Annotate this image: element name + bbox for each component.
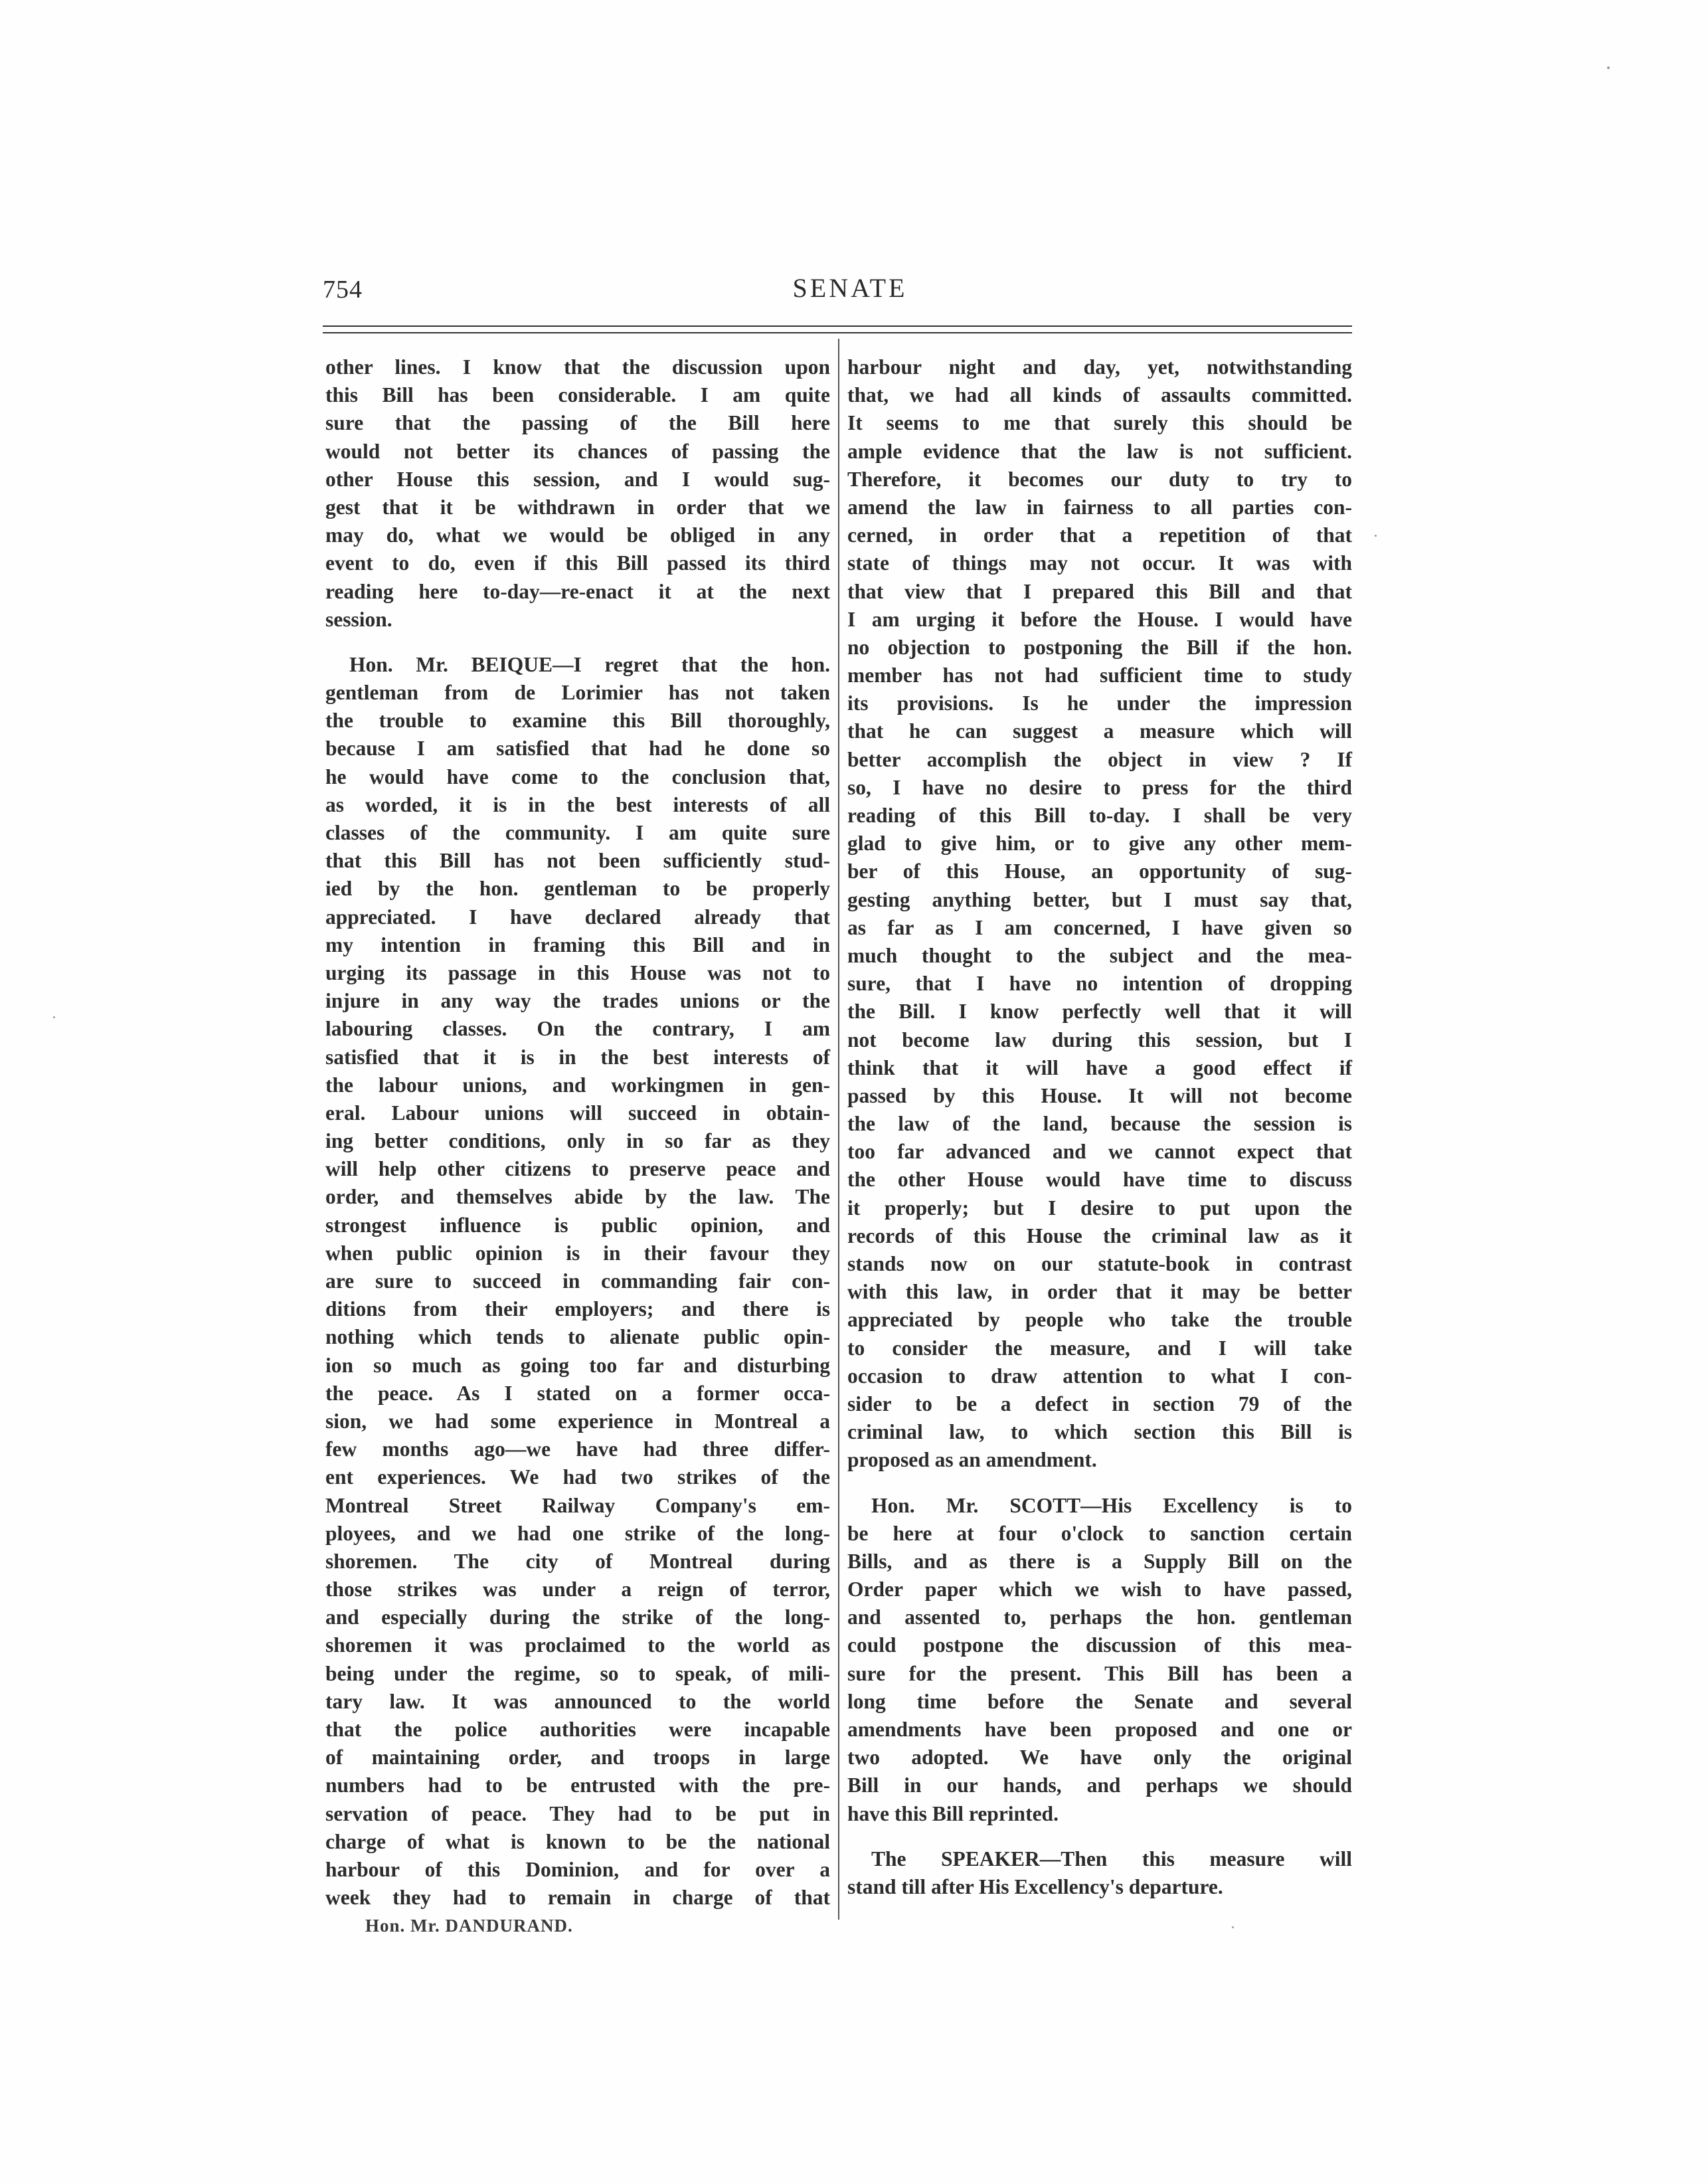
text-line: Montreal Street Railway Company's em- (325, 1493, 830, 1517)
text-line: sion, we had some experience in Montreal a (325, 1409, 830, 1433)
text-line: are sure to succeed in commanding fair con- (325, 1269, 830, 1293)
text-line: not become law during this session, but I (847, 1028, 1352, 1051)
text-line: Bills, and as there is a Supply Bill on the (847, 1549, 1352, 1573)
text-line: it properly; but I desire to put upon the (847, 1196, 1352, 1220)
page-speck (1375, 535, 1377, 537)
text-line: and assented to, perhaps the hon. gentleman (847, 1605, 1352, 1629)
text-line: ent experiences. We had two strikes of the (325, 1465, 830, 1489)
text-line: criminal law, to which section this Bill is (847, 1420, 1352, 1444)
left-column (325, 353, 830, 1912)
text-line: sure, that I have no intention of dropping (847, 972, 1352, 996)
text-line: harbour night and day, yet, notwithstanding (847, 355, 1352, 379)
paragraph-gap (847, 1475, 1352, 1492)
page-number: 754 (323, 276, 363, 304)
text-line: appreciated by people who take the trouble (847, 1308, 1352, 1332)
text-line: glad to give him, or to give any other mem- (847, 832, 1352, 856)
text-line: because I am satisfied that had he done so (325, 737, 830, 761)
text-line: so, I have no desire to press for the third (847, 775, 1352, 799)
text-line: records of this House the criminal law as it (847, 1224, 1352, 1247)
text-line: have this Bill reprinted. (847, 1801, 1059, 1825)
text-line: Bill in our hands, and perhaps we should (847, 1774, 1352, 1797)
text-line: Order paper which we wish to have passed, (847, 1578, 1352, 1601)
header-rule-top (323, 325, 1352, 327)
text-line: that he can suggest a measure which will (847, 719, 1352, 743)
text-line: those strikes was under a reign of terror, (325, 1578, 830, 1601)
page-title: SENATE (792, 273, 908, 303)
text-line: other lines. I know that the discussion upon (325, 355, 830, 379)
text-line: ion so much as going too far and disturbing (325, 1353, 830, 1377)
text-line: think that it will have a good effect if (847, 1055, 1352, 1079)
text-line: passed by this House. It will not become (847, 1083, 1352, 1107)
text-line: session. (325, 607, 392, 631)
text-line: ber of this House, an opportunity of sug- (847, 860, 1352, 883)
text-line: order, and themselves abide by the law. The (325, 1185, 830, 1209)
text-line: nothing which tends to alienate public opin- (325, 1325, 830, 1349)
text-line: Hon. Mr. SCOTT—His Excellency is to (871, 1493, 1352, 1517)
text-line: gesting anything better, but I must say that, (847, 887, 1352, 911)
text-line: sure for the present. This Bill has been a (847, 1661, 1352, 1685)
text-line: that, we had all kinds of assaults committed. (847, 383, 1352, 407)
text-line: occasion to draw attention to what I con- (847, 1364, 1352, 1388)
text-line: and especially during the strike of the long- (325, 1605, 830, 1629)
paragraph-gap (847, 1828, 1352, 1845)
text-line: ditions from their employers; and there is (325, 1297, 830, 1321)
column-divider (838, 339, 839, 1920)
text-line: gest that it be withdrawn in order that we (325, 495, 830, 519)
right-column (847, 353, 1352, 1901)
text-line: shoremen it was proclaimed to the world as (325, 1633, 830, 1657)
text-line: ing better conditions, only in so far as they (325, 1129, 830, 1153)
text-line: other House this session, and I would sug- (325, 467, 830, 491)
running-footer-speaker: Hon. Mr. DANDURAND. (365, 1916, 573, 1936)
text-line: that the police authorities were incapable (325, 1718, 830, 1741)
text-line: satisfied that it is in the best interests of (325, 1045, 830, 1069)
text-line: ample evidence that the law is not sufficient. (847, 439, 1352, 463)
paragraph-gap (325, 634, 830, 651)
text-line: he would have come to the conclusion that, (325, 765, 830, 788)
text-line: numbers had to be entrusted with the pre- (325, 1774, 830, 1797)
text-line: the trouble to examine this Bill thoroughly, (325, 709, 830, 733)
text-line: appreciated. I have declared already that (325, 905, 830, 929)
text-line: better accomplish the object in view ? If (847, 747, 1352, 771)
text-line: when public opinion is in their favour they (325, 1241, 830, 1265)
text-line: the peace. As I stated on a former occa- (325, 1381, 830, 1405)
text-line: too far advanced and we cannot expect that (847, 1140, 1352, 1164)
text-line: this Bill has been considerable. I am quite (325, 383, 830, 407)
text-line: week they had to remain in charge of that (325, 1886, 830, 1910)
text-line: sider to be a defect in section 79 of the (847, 1392, 1352, 1415)
text-line: the other House would have time to discuss (847, 1168, 1352, 1192)
text-line: Therefore, it becomes our duty to try to (847, 467, 1352, 491)
text-line: charge of what is known to be the national (325, 1829, 830, 1853)
text-line: of maintaining order, and troops in large (325, 1746, 830, 1770)
text-line: shoremen. The city of Montreal during (325, 1549, 830, 1573)
text-line: much thought to the subject and the mea- (847, 943, 1352, 967)
text-line: tary law. It was announced to the world (325, 1689, 830, 1713)
text-line: my intention in framing this Bill and in (325, 933, 830, 956)
text-line: few months ago—we have had three differ- (325, 1437, 830, 1461)
text-line: the labour unions, and workingmen in gen- (325, 1073, 830, 1097)
text-line: strongest influence is public opinion, and (325, 1213, 830, 1237)
text-line: could postpone the discussion of this mea- (847, 1633, 1352, 1657)
text-line: member has not had sufficient time to study (847, 664, 1352, 687)
text-line: proposed as an amendment. (847, 1448, 1097, 1472)
page-speck (1607, 66, 1610, 69)
text-line: Hon. Mr. BEIQUE—I regret that the hon. (349, 652, 830, 676)
text-line: stands now on our statute-book in contrast (847, 1252, 1352, 1275)
text-line: long time before the Senate and several (847, 1689, 1352, 1713)
text-line: that view that I prepared this Bill and that (847, 579, 1352, 603)
text-line: amendments have been proposed and one or (847, 1718, 1352, 1741)
text-line: will help other citizens to preserve peace and (325, 1157, 830, 1181)
text-line: ployees, and we had one strike of the long- (325, 1521, 830, 1545)
text-line: with this law, in order that it may be better (847, 1280, 1352, 1304)
text-line: ied by the hon. gentleman to be properly (325, 877, 830, 901)
text-line: urging its passage in this House was not to (325, 960, 830, 984)
text-line: I am urging it before the House. I would have (847, 607, 1352, 631)
text-line: sure that the passing of the Bill here (325, 411, 830, 435)
text-line: may do, what we would be obliged in any (325, 523, 830, 547)
text-line: to consider the measure, and I will take (847, 1336, 1352, 1360)
text-line: being under the regime, so to speak, of mili- (325, 1661, 830, 1685)
text-line: It seems to me that surely this should be (847, 411, 1352, 435)
text-line: eral. Labour unions will succeed in obtain- (325, 1101, 830, 1125)
text-line: no objection to postponing the Bill if the hon. (847, 635, 1352, 659)
text-line: event to do, even if this Bill passed its third (325, 551, 830, 575)
text-line: The SPEAKER—Then this measure will (871, 1847, 1352, 1870)
text-line: state of things may not occur. It was with (847, 551, 1352, 575)
text-line: gentleman from de Lorimier has not taken (325, 681, 830, 705)
text-line: as far as I am concerned, I have given so (847, 915, 1352, 939)
text-line: its provisions. Is he under the impression (847, 691, 1352, 715)
text-line: cerned, in order that a repetition of that (847, 523, 1352, 547)
text-line: two adopted. We have only the original (847, 1746, 1352, 1770)
text-line: as worded, it is in the best interests of all (325, 792, 830, 816)
text-line: servation of peace. They had to be put in (325, 1801, 830, 1825)
page-speck (53, 1016, 55, 1018)
text-line: harbour of this Dominion, and for over a (325, 1857, 830, 1881)
text-line: labouring classes. On the contrary, I am (325, 1017, 830, 1041)
page-speck (1232, 1926, 1234, 1928)
text-line: be here at four o'clock to sanction certain (847, 1521, 1352, 1545)
header-rule-bottom (323, 332, 1352, 333)
text-line: would not better its chances of passing the (325, 439, 830, 463)
text-line: stand till after His Excellency's departure. (847, 1874, 1223, 1898)
text-line: the Bill. I know perfectly well that it will (847, 1000, 1352, 1024)
text-line: amend the law in fairness to all parties con- (847, 495, 1352, 519)
text-line: injure in any way the trades unions or the (325, 989, 830, 1013)
text-line: classes of the community. I am quite sure (325, 821, 830, 844)
text-line: that this Bill has not been sufficiently stud- (325, 849, 830, 873)
text-line: reading of this Bill to-day. I shall be very (847, 804, 1352, 827)
text-line: reading here to-day—re-enact it at the next (325, 579, 830, 603)
text-line: the law of the land, because the session is (847, 1112, 1352, 1136)
